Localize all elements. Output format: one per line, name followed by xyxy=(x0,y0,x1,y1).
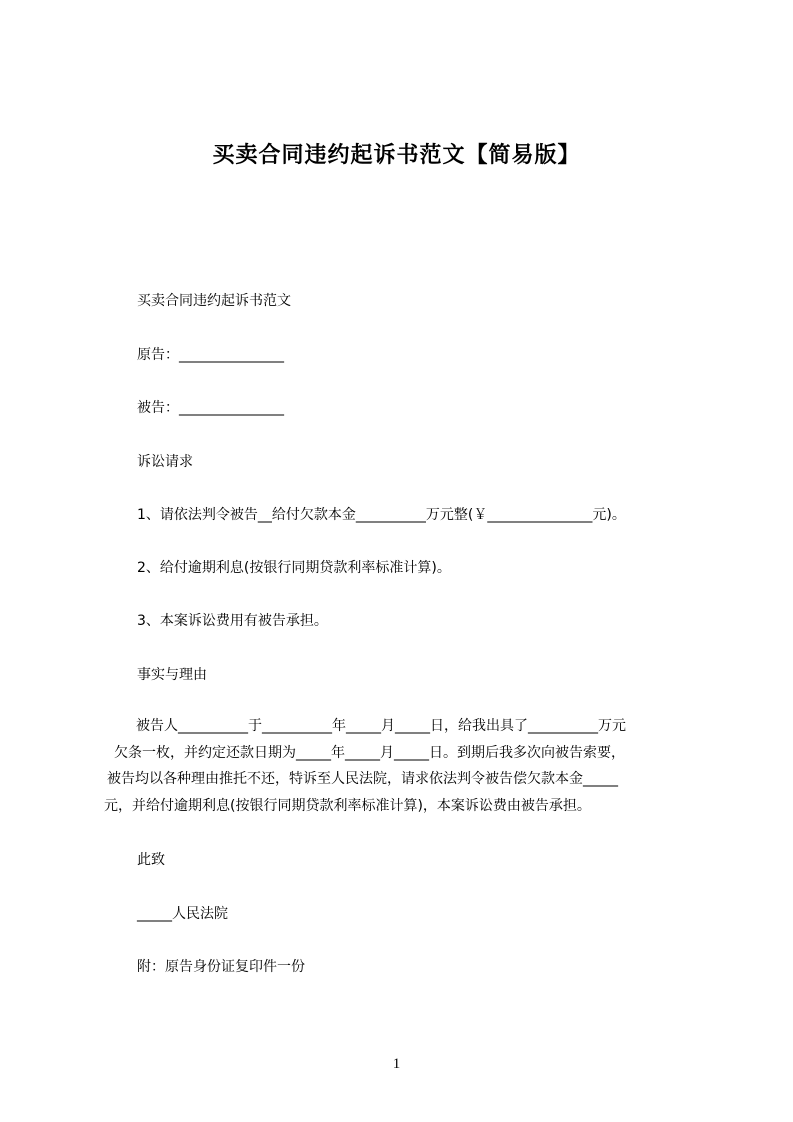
page-number: 1 xyxy=(392,1056,401,1072)
facts-heading: 事实与理由 xyxy=(137,667,207,683)
document-subtitle: 买卖合同违约起诉书范文 xyxy=(137,293,291,309)
closing-line: 此致 xyxy=(137,852,165,868)
court-line: _____人民法院 xyxy=(137,906,228,922)
facts-line-1: 被告人__________于__________年_____月_____日，给我出具了__________万元 xyxy=(136,718,626,734)
plaintiff-line: 原告：_______________ xyxy=(137,347,284,363)
facts-line-2: 欠条一枚，并约定还款日期为_____年_____月_____日。到期后我多次向被告索要， xyxy=(114,744,625,761)
claim-item-1: 1、请依法判令被告__给付欠款本金__________万元整(￥_______________元)。 xyxy=(137,507,626,523)
attachment-line: 附：原告身份证复印件一份 xyxy=(137,959,305,975)
facts-paragraph xyxy=(104,713,704,819)
claims-heading: 诉讼请求 xyxy=(137,454,193,470)
claim-item-3: 3、本案诉讼费用有被告承担。 xyxy=(137,613,328,629)
facts-line-3: 被告均以各种理由推托不还，特诉至人民法院，请求依法判令被告偿欠款本金_____ xyxy=(107,771,618,787)
defendant-line: 被告：_______________ xyxy=(137,400,284,416)
document-title: 买卖合同违约起诉书范文【简易版】 xyxy=(212,143,581,168)
claim-item-2: 2、给付逾期利息(按银行同期贷款利率标准计算)。 xyxy=(137,560,451,576)
facts-line-4: 元，并给付逾期利息(按银行同期贷款利率标准计算)，本案诉讼费由被告承担。 xyxy=(104,797,591,814)
